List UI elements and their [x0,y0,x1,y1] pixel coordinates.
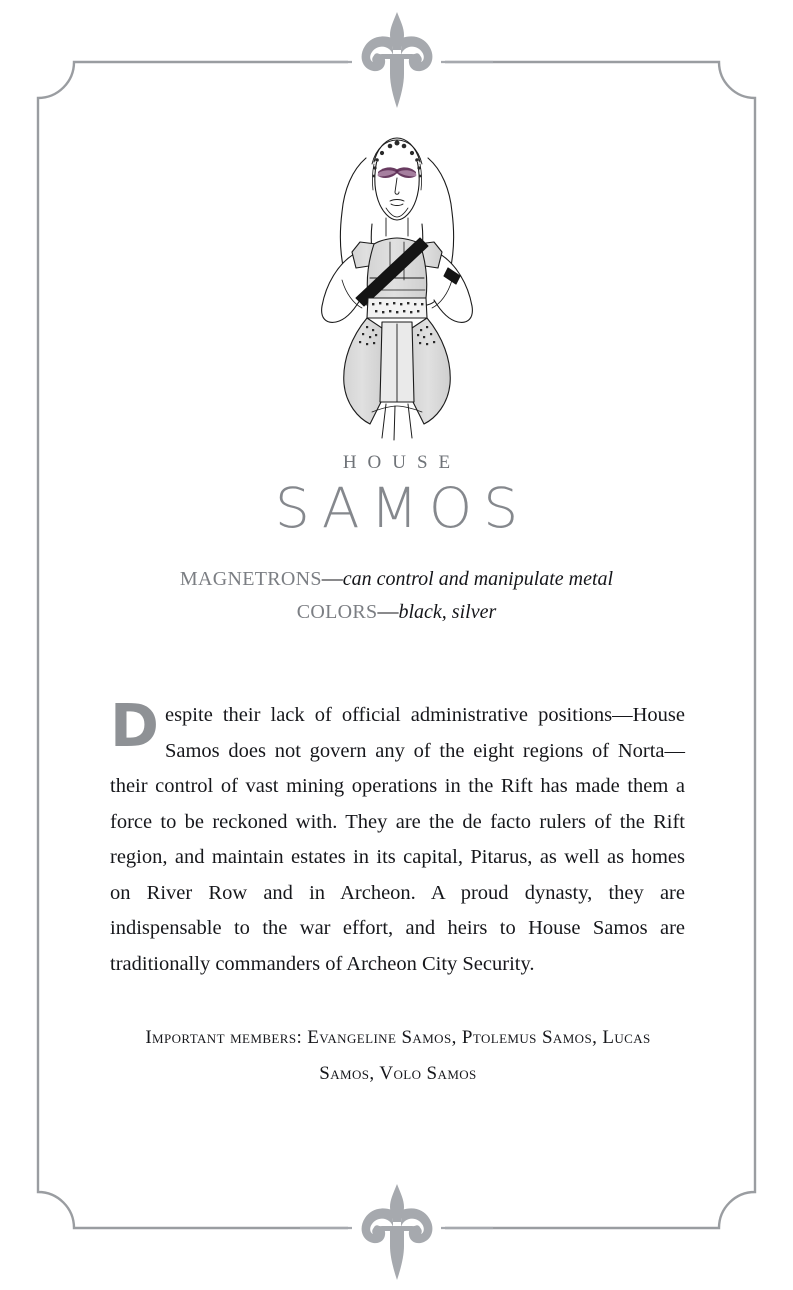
fleur-de-lis-icon-bottom [332,1176,462,1286]
arm-right [434,254,472,322]
page-title: SAMOS [274,476,530,540]
house-illustration [282,112,512,442]
attribute-key: COLORS [296,601,378,623]
attribute-value: can control and manipulate metal [342,568,614,590]
face [374,160,418,220]
arm-left [321,254,359,322]
attribute-key: MAGNETRONS [179,568,322,590]
drop-cap: D [110,691,159,760]
body-copy [110,691,685,982]
important-members: Important members: Evangeline Samos, Ptolemus Samos, Lucas Samos, Volo Samos [145,1027,651,1084]
fleur-de-lis-icon-top [332,4,462,114]
body-text: espite their lack of official administrative positions—House Samos does not govern any of the eight regions of Norta—their control of vast mining operations in the Rift has made them a force to be reckoned with. They are the de facto rulers of the Rift region, and maintain estates in its capital, Pitarus, as well as homes on River Row and in Archeon. A proud dynasty, they are indispensable to the war effort, and heirs to House Samos are traditionally commanders of Archeon City Security. [110,704,685,975]
waist-belt [367,298,427,318]
attributes-block [0,562,793,628]
attribute-row [0,595,793,628]
house-kicker: HOUSE [342,452,462,473]
attribute-row [0,562,793,595]
attribute-separator: — [321,566,343,590]
attribute-separator: — [377,599,399,623]
body-paragraph [110,691,685,982]
attribute-value: black, silver [398,601,497,623]
